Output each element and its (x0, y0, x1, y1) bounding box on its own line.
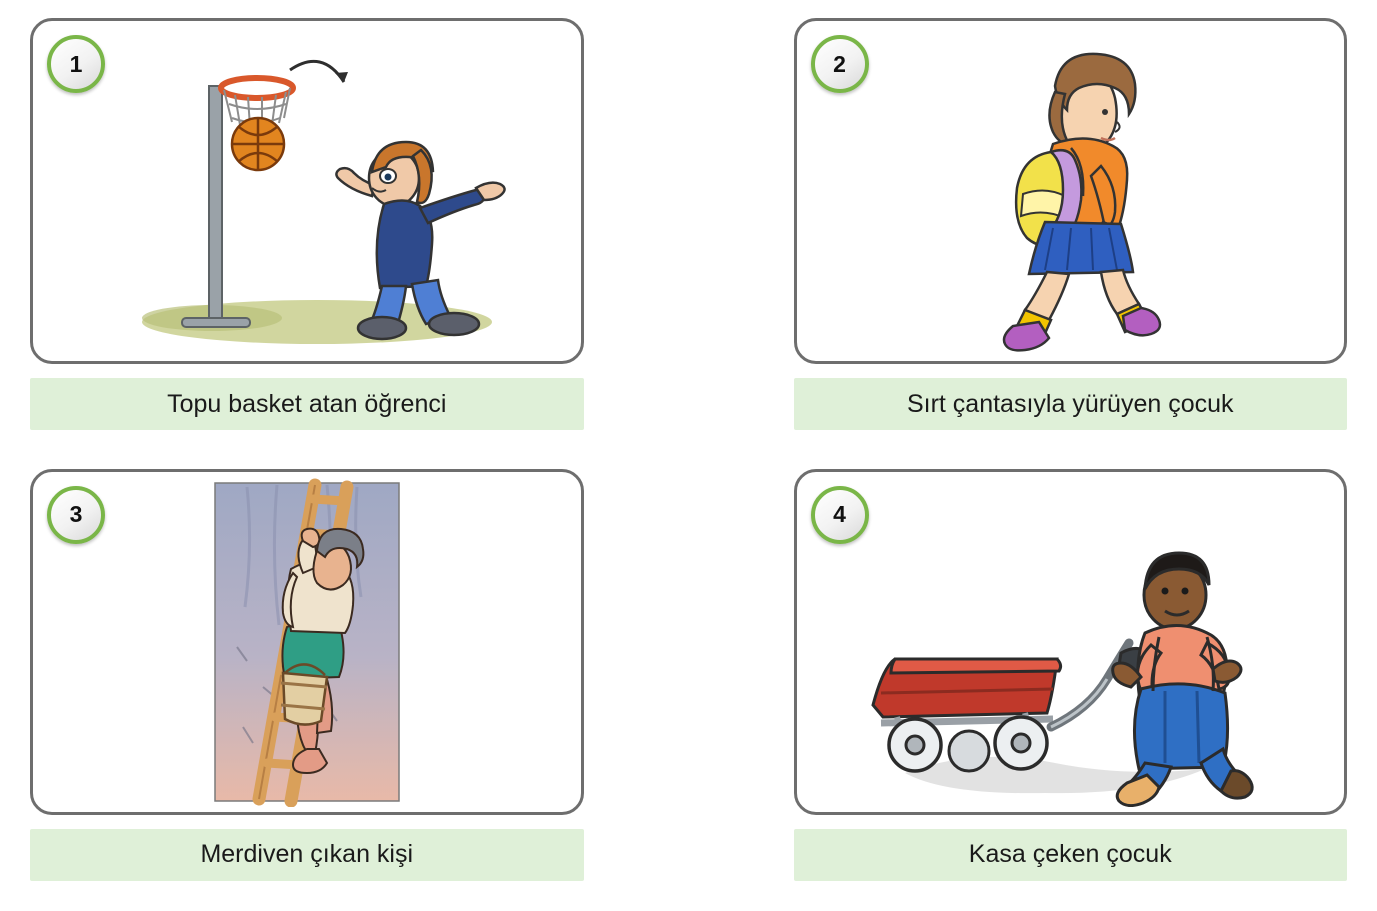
card-caption-1: Topu basket atan öğrenci (30, 378, 584, 430)
illustration-wagon-pull (797, 472, 1345, 812)
picture-card-2[interactable] (794, 18, 1348, 364)
card-number-badge: 4 (811, 486, 869, 544)
picture-card-4[interactable] (794, 469, 1348, 815)
card-cell-3 (30, 469, 584, 894)
card-cell-1 (30, 18, 584, 443)
illustration-backpack-child (797, 21, 1345, 361)
card-cell-4 (794, 469, 1348, 894)
card-number-badge: 1 (47, 35, 105, 93)
card-cell-2 (794, 18, 1348, 443)
illustration-ladder-climb (33, 472, 581, 812)
card-caption-2: Sırt çantasıyla yürüyen çocuk (794, 378, 1348, 430)
picture-card-1[interactable] (30, 18, 584, 364)
card-grid (30, 18, 1347, 893)
card-number-badge: 3 (47, 486, 105, 544)
card-number-badge: 2 (811, 35, 869, 93)
illustration-basketball (33, 21, 581, 361)
card-caption-3: Merdiven çıkan kişi (30, 829, 584, 881)
card-caption-4: Kasa çeken çocuk (794, 829, 1348, 881)
picture-card-3[interactable] (30, 469, 584, 815)
